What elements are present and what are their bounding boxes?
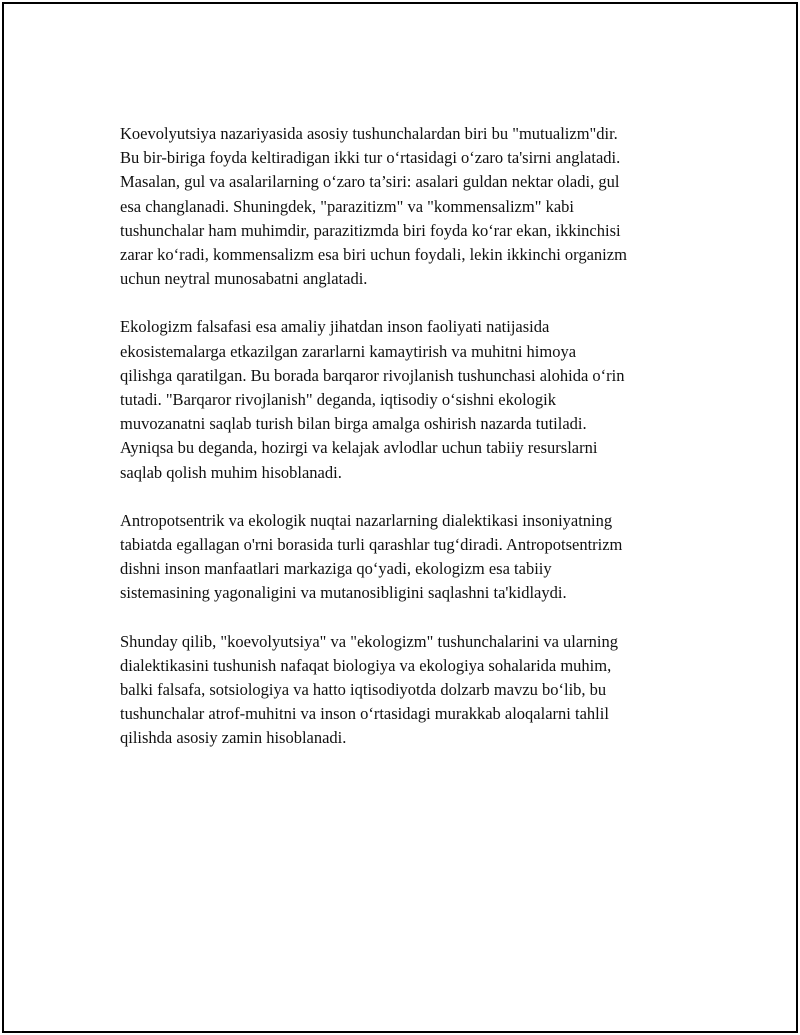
text-line: esa changlanadi. Shuningdek, "parazitizm" va "kommensalizm" kabi xyxy=(120,196,574,216)
document-body xyxy=(120,122,700,775)
text-line: sistemasining yagonaligini va mutanosibligini saqlashni ta'kidlaydi. xyxy=(120,583,567,603)
text-line: tushunchalar ham muhimdir, parazitizmda biri foyda ko‘rar ekan, ikkinchisi xyxy=(120,220,621,240)
text-line: qilishga qaratilgan. Bu borada barqaror rivojlanish tushunchasi alohida o‘rin xyxy=(120,365,625,385)
text-line: Koevolyutsiya nazariyasida asosiy tushunchalardan biri bu "mutualizm"dir. xyxy=(120,124,618,143)
text-line: dishni inson manfaatlari markaziga qo‘yadi, ekologizm esa tabiiy xyxy=(120,559,552,579)
text-line: tushunchalar atrof-muhitni va inson o‘rtasidagi murakkab aloqalarni tahlil xyxy=(120,704,609,724)
text-line: Shunday qilib, "koevolyutsiya" va "ekologizm" tushunchalarini va ularning xyxy=(120,631,619,651)
paragraph-mutualism xyxy=(120,122,700,291)
paragraph-ecologism xyxy=(120,315,700,484)
text-line: dialektikasini tushunish nafaqat biologiya va ekologiya sohalarida muhim, xyxy=(120,655,612,675)
text-line: Ekologizm falsafasi esa amaliy jihatdan inson faoliyati natijasida xyxy=(120,317,550,337)
page-frame xyxy=(2,2,798,1033)
text-line: Bu bir-biriga foyda keltiradigan ikki tur o‘rtasidagi o‘zaro ta'sirni anglatadi. xyxy=(120,148,621,168)
text-line: tabiatda egallagan o'rni borasida turli qarashlar tug‘diradi. Antropotsentrizm xyxy=(120,535,623,555)
text-line: Ayniqsa bu deganda, hozirgi va kelajak avlodlar uchun tabiiy resurslarni xyxy=(120,438,598,458)
text-line: ekosistemalarga etkazilgan zararlarni kamaytirish va muhitni himoya xyxy=(120,341,577,361)
text-line: muvozanatni saqlab turish bilan birga amalga oshirish nazarda tutiladi. xyxy=(120,414,587,434)
text-line: Antropotsentrik va ekologik nuqtai nazarlarning dialektikasi insoniyatning xyxy=(120,510,613,530)
text-line: Masalan, gul va asalarilarning o‘zaro ta’siri: asalari guldan nektar oladi, gul xyxy=(120,172,620,192)
paragraph-dialectics xyxy=(120,509,700,606)
text-line: uchun neytral munosabatni anglatadi. xyxy=(120,269,368,289)
text-line: saqlab qolish muhim hisoblanadi. xyxy=(120,462,342,482)
paragraph-conclusion xyxy=(120,630,700,751)
text-line: qilishda asosiy zamin hisoblanadi. xyxy=(120,728,347,748)
text-line: zarar ko‘radi, kommensalizm esa biri uchun foydali, lekin ikkinchi organizm xyxy=(120,245,627,265)
text-line: tutadi. "Barqaror rivojlanish" deganda, iqtisodiy o‘sishni ekologik xyxy=(120,390,556,410)
text-line: balki falsafa, sotsiologiya va hatto iqtisodiyotda dolzarb mavzu bo‘lib, bu xyxy=(120,680,607,700)
